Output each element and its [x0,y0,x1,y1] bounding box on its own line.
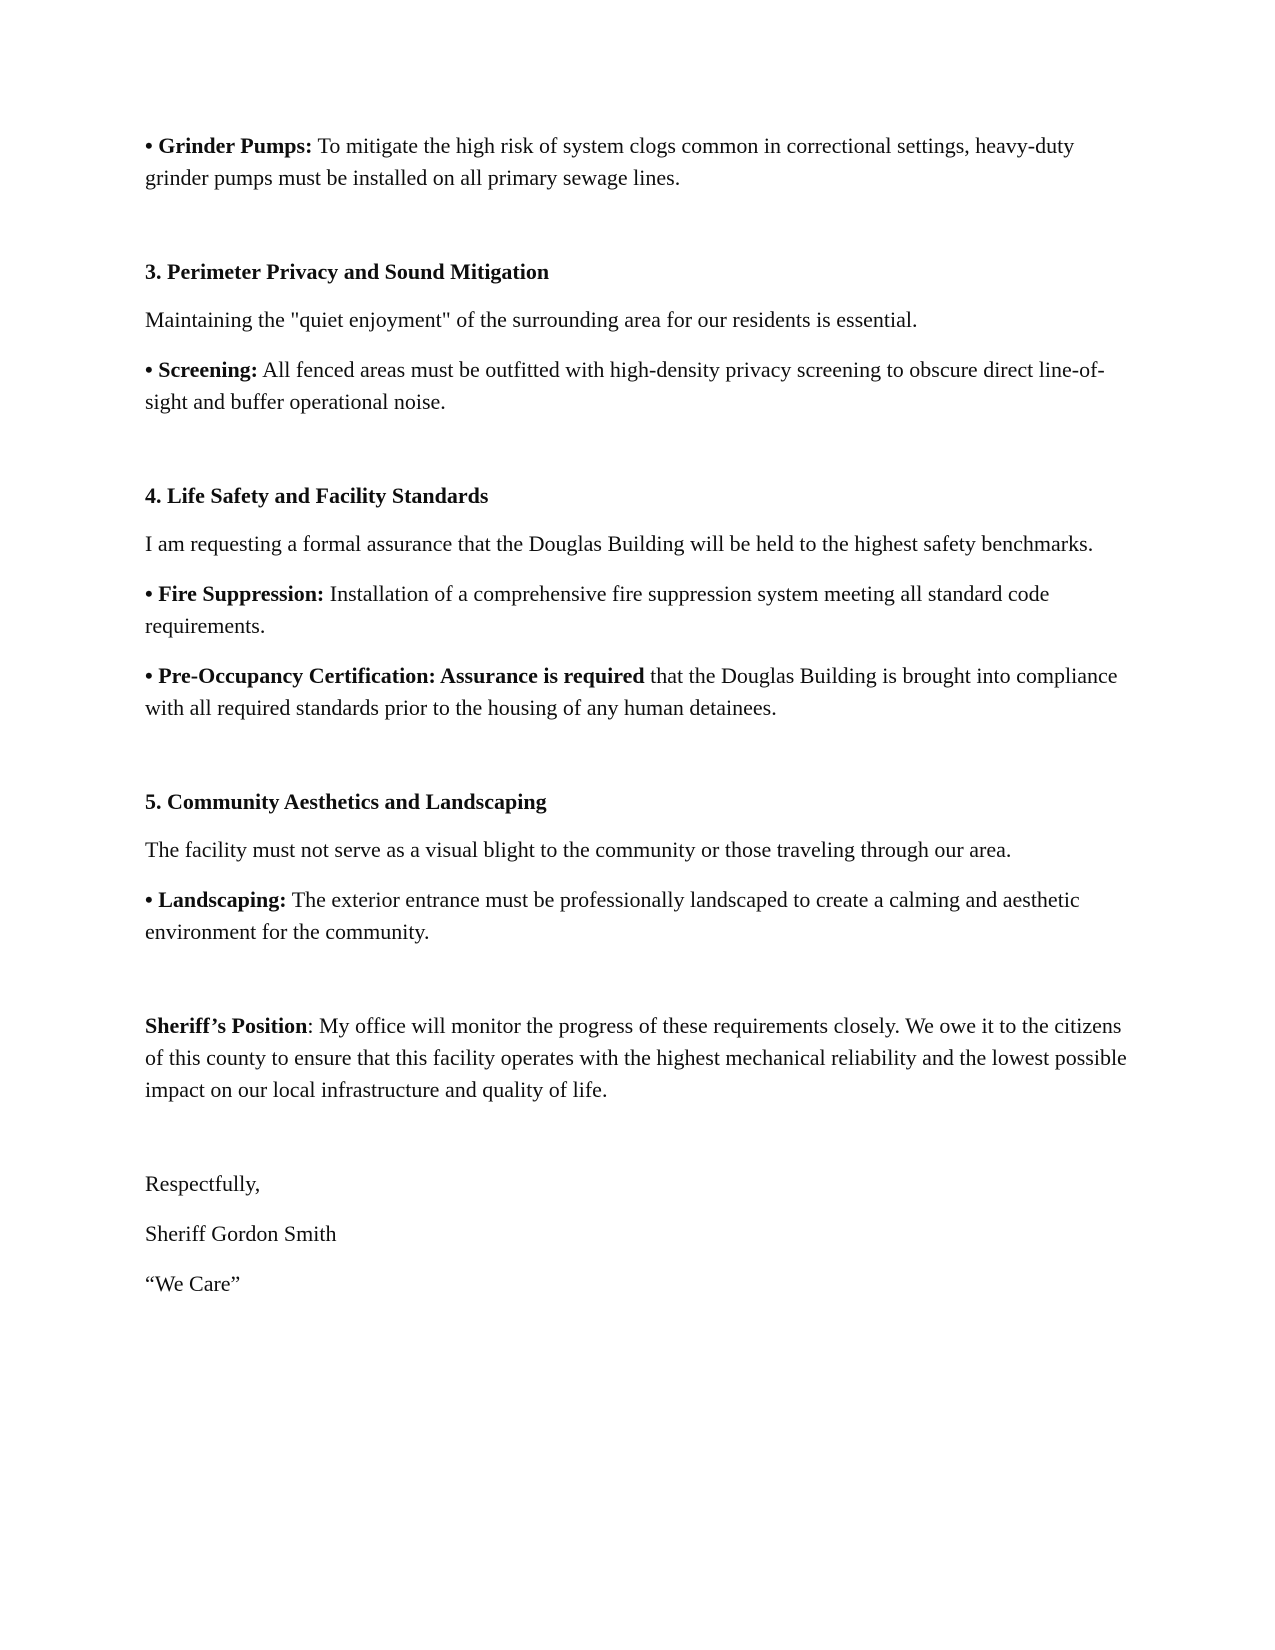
para-quiet-enjoyment: Maintaining the "quiet enjoyment" of the surrounding area for our residents is essential. [145,307,918,332]
bullet-fire-suppression-label: • Fire Suppression: [145,581,325,606]
bullet-fire-suppression [145,578,1135,642]
bullet-screening-text: All fenced areas must be outfitted with high-density privacy screening to obscure direct line-of-sight and buffer operational noise. [145,357,1105,414]
section-heading-perimeter-privacy: 3. Perimeter Privacy and Sound Mitigation [145,259,550,284]
signature-name: Sheriff Gordon Smith [145,1221,337,1246]
bullet-landscaping-label: • Landscaping: [145,887,287,912]
para-sheriffs-position-label: Sheriff’s Position [145,1013,308,1038]
bullet-pre-occupancy-label: • Pre-Occupancy Certification: Assurance is required [145,663,645,688]
bullet-landscaping [145,884,1135,948]
para-formal-assurance: I am requesting a formal assurance that the Douglas Building will be held to the highest safety benchmarks. [145,531,1094,556]
signature-motto: “We Care” [145,1271,241,1296]
section-heading-life-safety: 4. Life Safety and Facility Standards [145,483,489,508]
para-sheriffs-position [145,1010,1135,1106]
bullet-grinder-pumps-text: To mitigate the high risk of system clogs common in correctional settings, heavy-duty grinder pumps must be installed on all primary sewage lines. [145,133,1075,190]
section-heading-community-aesthetics: 5. Community Aesthetics and Landscaping [145,789,547,814]
bullet-screening [145,354,1135,418]
bullet-pre-occupancy [145,660,1135,724]
bullet-landscaping-text: The exterior entrance must be professionally landscaped to create a calming and aesthetic environment for the community. [145,887,1080,944]
bullet-grinder-pumps-label: • Grinder Pumps: [145,133,313,158]
closing-respectfully: Respectfully, [145,1171,261,1196]
bullet-screening-label: • Screening: [145,357,259,382]
para-visual-blight: The facility must not serve as a visual blight to the community or those traveling through our area. [145,837,1012,862]
bullet-pre-occupancy-text: that the Douglas Building is brought into compliance with all required standards prior to the housing of any human detainees. [145,663,1118,720]
bullet-grinder-pumps [145,130,1135,194]
para-sheriffs-position-text: : My office will monitor the progress of these requirements closely. We owe it to the citizens of this county to ensure that this facility operates with the highest mechanical reliability and the lowest possible impact on our local infrastructure and quality of life. [145,1013,1127,1102]
bullet-fire-suppression-text: Installation of a comprehensive fire suppression system meeting all standard code requirements. [145,581,1050,638]
